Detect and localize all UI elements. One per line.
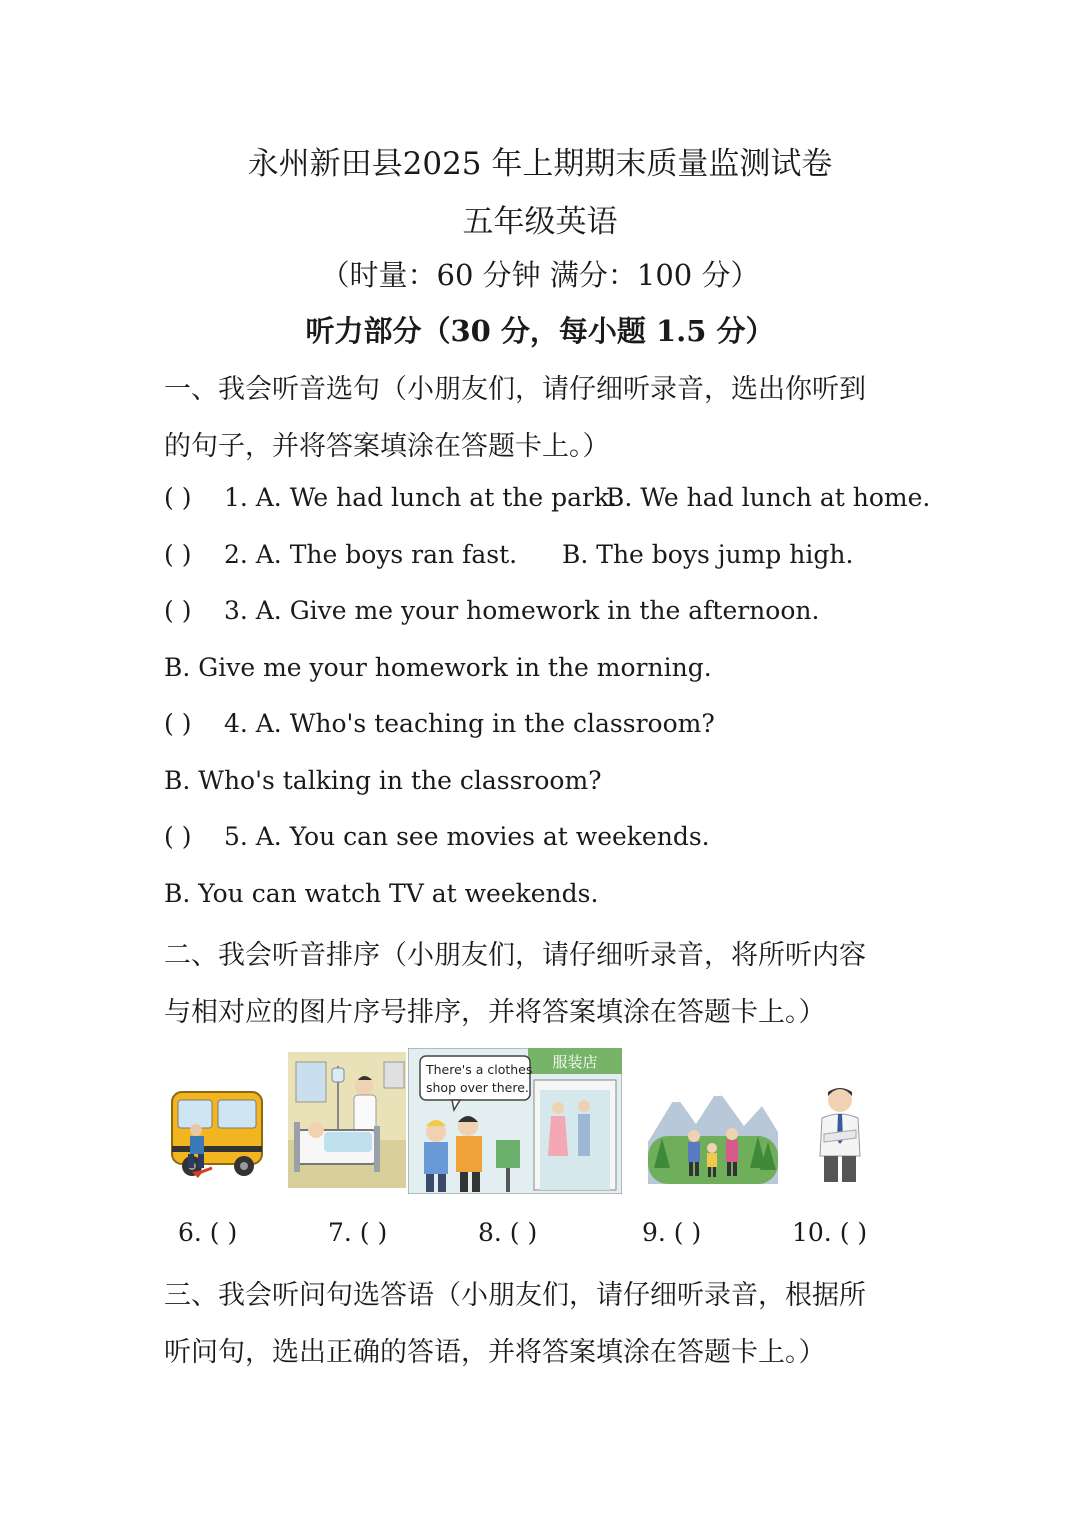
section2-heading-line2: 与相对应的图片序号排序，并将答案填涂在答题卡上。）	[164, 997, 826, 1028]
answer-paren[interactable]: ( )	[164, 483, 192, 512]
answer-paren[interactable]: ( )	[164, 596, 192, 625]
question-4-option-b: B. Who's talking in the classroom?	[164, 766, 602, 795]
question-3-option-b: B. Give me your homework in the morning.	[164, 653, 712, 682]
option-a: 2. A. The boys ran fast.	[223, 540, 518, 569]
exam-time-info: （时量：60 分钟 满分：100 分）	[320, 258, 760, 292]
question-4	[164, 709, 715, 738]
question-5-option-b: B. You can watch TV at weekends.	[164, 879, 599, 908]
option-a: 4. A. Who's teaching in the classroom?	[223, 709, 715, 738]
exam-subtitle: 五年级英语	[462, 204, 618, 240]
bus-icon	[168, 1082, 268, 1186]
exam-title: 永州新田县2025 年上期期末质量监测试卷	[247, 146, 833, 182]
hospital-icon	[288, 1052, 406, 1188]
section3-heading-line2: 听问句，选出正确的答语，并将答案填涂在答题卡上。）	[164, 1337, 826, 1368]
option-a: 1. A. We had lunch at the park.	[223, 483, 618, 512]
question-3	[164, 596, 819, 625]
answer-paren[interactable]: ( )	[164, 709, 192, 738]
option-a: 5. A. You can see movies at weekends.	[223, 822, 710, 851]
question-2-option-b: B. The boys jump high.	[562, 540, 854, 569]
section3-heading-line1: 三、我会听问句选答语（小朋友们，请仔细听录音，根据所	[164, 1280, 866, 1311]
answer-paren[interactable]: ( )	[164, 540, 192, 569]
question-1-option-b: B. We had lunch at home.	[606, 483, 931, 512]
question-1	[164, 483, 617, 512]
picture-10-label[interactable]: 10. ( )	[792, 1218, 868, 1247]
question-5	[164, 822, 710, 851]
picture-6-label[interactable]: 6. ( )	[178, 1218, 238, 1247]
section1-heading-line1: 一、我会听音选句（小朋友们，请仔细听录音，选出你听到	[164, 374, 866, 405]
svg-text:shop over there.: shop over there.	[426, 1080, 529, 1095]
picture-9-label[interactable]: 9. ( )	[642, 1218, 702, 1247]
section1-heading-line2: 的句子，并将答案填涂在答题卡上。）	[164, 431, 610, 462]
family-mountains-icon	[648, 1072, 778, 1184]
question-2	[164, 540, 517, 569]
clothes-shop-icon	[408, 1048, 622, 1194]
svg-text:There's a clothes: There's a clothes	[426, 1062, 533, 1077]
man-icon	[812, 1082, 868, 1186]
answer-paren[interactable]: ( )	[164, 822, 192, 851]
picture-7-label[interactable]: 7. ( )	[328, 1218, 388, 1247]
svg-text:服装店: 服装店	[552, 1053, 598, 1071]
listening-title: 听力部分（30 分，每小题 1.5 分）	[305, 314, 775, 348]
section2-heading-line1: 二、我会听音排序（小朋友们，请仔细听录音，将所听内容	[164, 940, 866, 971]
picture-8-label[interactable]: 8. ( )	[478, 1218, 538, 1247]
option-a: 3. A. Give me your homework in the afternoon.	[223, 596, 820, 625]
